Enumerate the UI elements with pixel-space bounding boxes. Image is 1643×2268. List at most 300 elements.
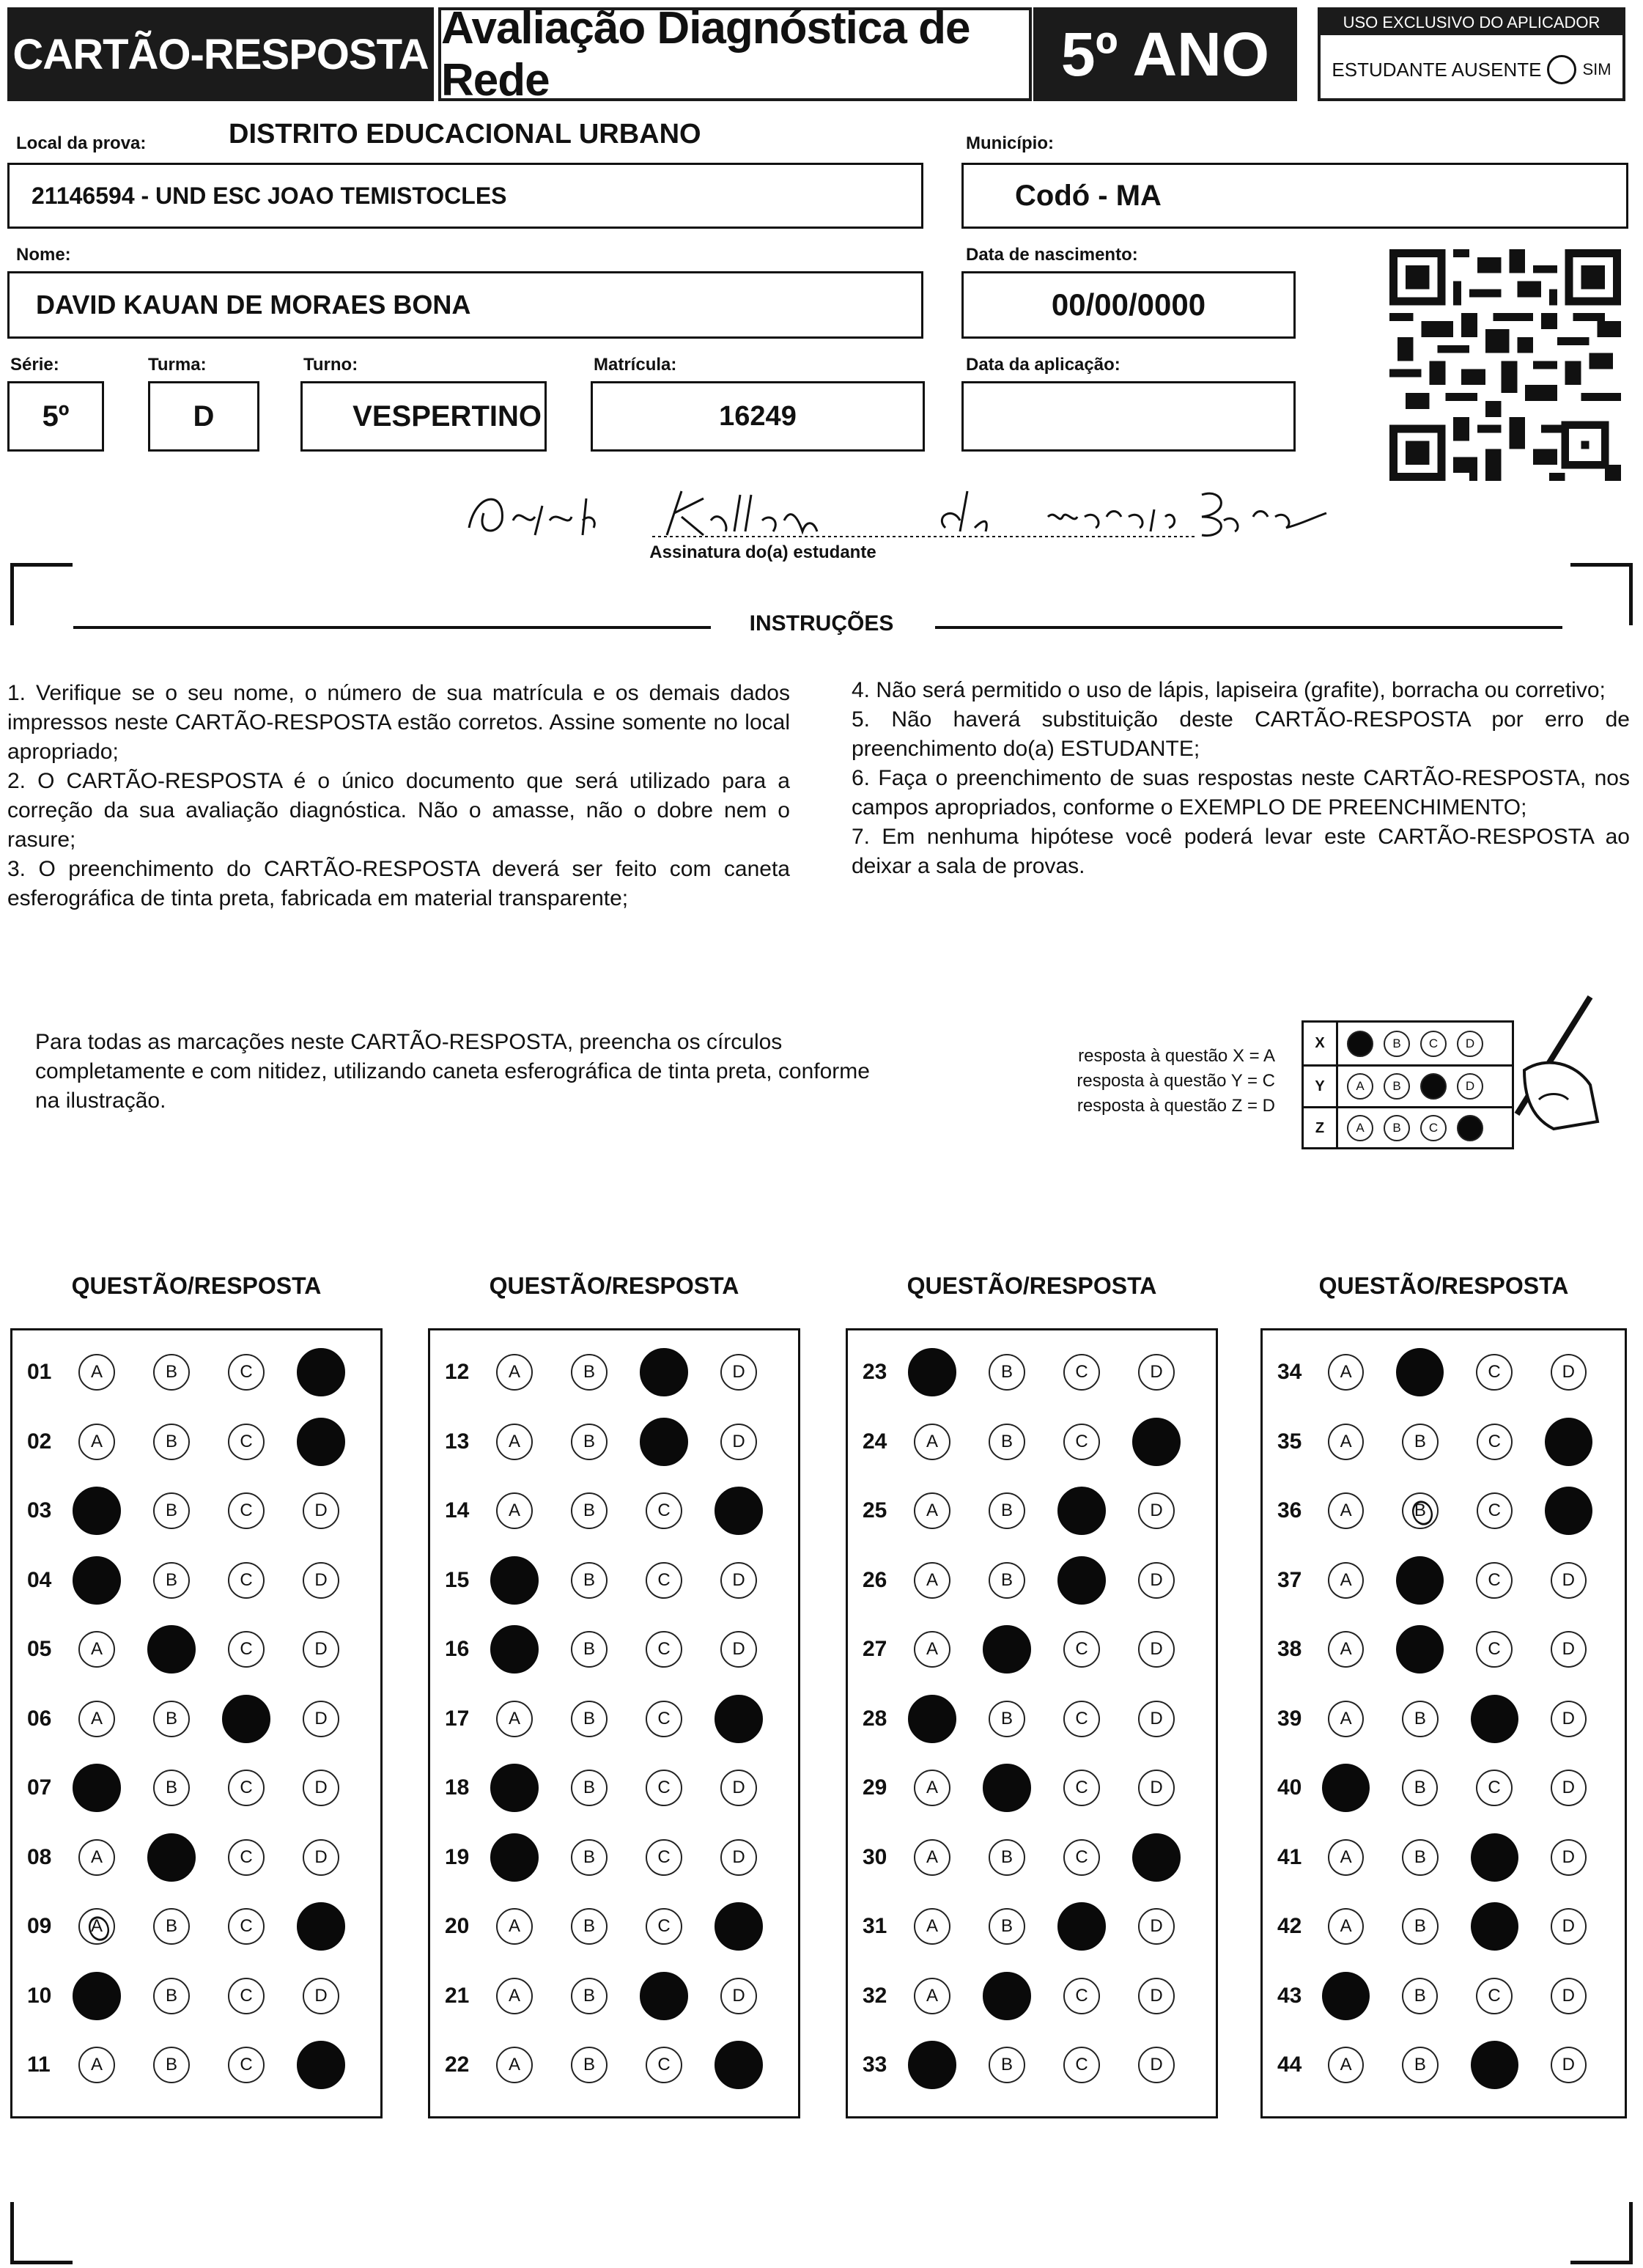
- answer-bubble-a[interactable]: A: [914, 1770, 950, 1806]
- question-number: 01: [27, 1360, 52, 1384]
- answer-bubble-b[interactable]: B: [1402, 1978, 1438, 2014]
- question-number: 31: [863, 1914, 887, 1938]
- answer-bubble-c[interactable]: C: [1476, 1354, 1512, 1391]
- question-row: [1263, 1546, 1625, 1615]
- answer-bubble-d[interactable]: D: [720, 1424, 757, 1460]
- answer-bubble-b[interactable]: B: [1402, 1701, 1438, 1737]
- answer-bubble-c[interactable]: C: [646, 1770, 682, 1806]
- answer-bubble-c[interactable]: C: [646, 1492, 682, 1529]
- question-number: 04: [27, 1567, 52, 1592]
- answer-bubble-c[interactable]: C: [1063, 2047, 1100, 2083]
- question-row: [848, 1823, 1216, 1892]
- question-number: 03: [27, 1498, 52, 1523]
- answer-column-title: QUESTÃO/RESPOSTA: [1318, 1273, 1569, 1299]
- serie-label: Série:: [10, 355, 59, 375]
- question-row: [1263, 1823, 1625, 1892]
- ausente-checkbox[interactable]: [1547, 55, 1576, 84]
- question-row: [848, 1892, 1216, 1961]
- answer-column: [428, 1328, 800, 2118]
- question-row: [12, 1892, 380, 1961]
- header-subtitle: Avaliação Diagnóstica de Rede: [438, 7, 1032, 101]
- question-number: 05: [27, 1637, 52, 1661]
- question-number: 27: [863, 1637, 887, 1661]
- answer-bubble-filled[interactable]: [297, 2041, 345, 2089]
- question-number: 42: [1277, 1914, 1302, 1938]
- turma-field: D: [148, 381, 259, 452]
- answer-bubble-a[interactable]: A: [78, 1839, 115, 1876]
- answer-bubble-d[interactable]: D: [1551, 1770, 1587, 1806]
- sim-label: SIM: [1582, 60, 1611, 78]
- answer-bubble-filled[interactable]: [490, 1764, 539, 1812]
- answer-bubble-filled[interactable]: [640, 1348, 688, 1396]
- answer-bubble-b[interactable]: B: [989, 1839, 1025, 1876]
- answer-bubble-filled[interactable]: [297, 1902, 345, 1951]
- answer-bubble-filled[interactable]: [1057, 1487, 1106, 1535]
- answer-bubble-filled[interactable]: [1396, 1625, 1444, 1674]
- answer-bubble-c[interactable]: C: [646, 1908, 682, 1945]
- answer-bubble-filled[interactable]: [147, 1833, 196, 1882]
- answer-bubble-filled[interactable]: [1396, 1556, 1444, 1605]
- answer-bubble-filled[interactable]: [1132, 1833, 1181, 1882]
- answer-bubble-filled[interactable]: [1132, 1418, 1181, 1466]
- question-number: 41: [1277, 1844, 1302, 1869]
- answer-bubble-a[interactable]: A: [1328, 1631, 1364, 1668]
- answer-bubble-a[interactable]: A: [914, 1631, 950, 1668]
- turno-field: VESPERTINO: [300, 381, 547, 452]
- answer-bubble-d[interactable]: D: [1138, 1562, 1175, 1599]
- answer-bubble-d[interactable]: D: [1138, 1770, 1175, 1806]
- example-bubble-filled: [1457, 1115, 1483, 1141]
- answer-bubble-c[interactable]: C: [228, 1631, 265, 1668]
- fill-note: Para todas as marcações neste CARTÃO-RESPOSTA, preencha os círculos completamente e com nitidez, utilizando caneta esferográfica de tinta preta, conforme na ilustração.: [35, 1030, 870, 1113]
- answer-bubble-b[interactable]: B: [571, 1839, 608, 1876]
- example-row-label: Y: [1304, 1067, 1338, 1106]
- answer-bubble-c[interactable]: C: [1477, 1424, 1513, 1460]
- answer-bubble-a[interactable]: A: [914, 1424, 950, 1460]
- answer-bubble-c[interactable]: C: [646, 1631, 682, 1668]
- answer-bubble-a[interactable]: A: [78, 1908, 115, 1945]
- answer-bubble-b[interactable]: B: [153, 2047, 190, 2083]
- question-number: 32: [863, 1983, 887, 2008]
- answer-bubble-d[interactable]: D: [1551, 1701, 1587, 1737]
- example-bubble: B: [1384, 1115, 1410, 1141]
- answer-bubble-filled[interactable]: [490, 1625, 539, 1674]
- answer-bubble-a[interactable]: A: [914, 1562, 950, 1599]
- answer-bubble-d[interactable]: D: [1138, 1908, 1175, 1945]
- signature-drawing: [462, 476, 1356, 550]
- answer-bubble-filled[interactable]: [715, 1487, 763, 1535]
- question-number: 17: [445, 1706, 470, 1731]
- answer-bubble-filled[interactable]: [1471, 1902, 1518, 1951]
- example-row-label: X: [1304, 1023, 1338, 1064]
- answer-bubble-b[interactable]: B: [989, 1908, 1025, 1945]
- question-number: 18: [445, 1775, 470, 1800]
- answer-bubble-c[interactable]: C: [228, 1839, 265, 1876]
- answer-bubble-filled[interactable]: [908, 1695, 956, 1743]
- answer-bubble-filled[interactable]: [1545, 1487, 1592, 1535]
- nascimento-field: 00/00/0000: [961, 271, 1296, 339]
- nome-field: DAVID KAUAN DE MORAES BONA: [7, 271, 923, 339]
- answer-bubble-filled[interactable]: [490, 1833, 539, 1882]
- answer-bubble-b[interactable]: B: [153, 1701, 190, 1737]
- question-number: 02: [27, 1429, 52, 1454]
- question-row: [430, 2030, 798, 2099]
- question-number: 37: [1277, 1567, 1302, 1592]
- answer-bubble-filled[interactable]: [640, 1972, 688, 2020]
- answer-bubble-d[interactable]: D: [303, 1770, 339, 1806]
- answer-bubble-a[interactable]: A: [1328, 1839, 1364, 1876]
- answer-bubble-filled[interactable]: [222, 1695, 270, 1743]
- example-bubble: B: [1384, 1073, 1410, 1100]
- question-number: 29: [863, 1775, 887, 1800]
- ausente-row: [1321, 44, 1622, 95]
- question-row: [430, 1407, 798, 1476]
- answer-bubble-filled[interactable]: [147, 1625, 196, 1674]
- example-row: [1304, 1064, 1512, 1106]
- answer-bubble-a[interactable]: A: [1328, 1701, 1364, 1737]
- answer-bubble-d[interactable]: D: [303, 1839, 339, 1876]
- answer-bubble-b[interactable]: B: [989, 1492, 1025, 1529]
- answer-bubble-c[interactable]: C: [646, 1701, 682, 1737]
- signature-label: Assinatura do(a) estudante: [649, 542, 876, 562]
- question-row: [1263, 1615, 1625, 1684]
- answer-bubble-c[interactable]: C: [646, 1562, 682, 1599]
- answer-bubble-a[interactable]: A: [914, 1978, 950, 2014]
- answer-bubble-d[interactable]: D: [720, 1770, 757, 1806]
- answer-bubble-filled[interactable]: [715, 2041, 763, 2089]
- answer-bubble-c[interactable]: C: [1063, 1701, 1100, 1737]
- instruction-item: 1. Verifique se o seu nome, o número de sua matrícula e os demais dados impressos neste CARTÃO-RESPOSTA estão corretos. Assine somente no local apropriado;: [7, 681, 790, 764]
- instruction-item: 2. O CARTÃO-RESPOSTA é o único documento que será utilizado para a correção da sua avaliação diagnóstica. Não o amasse, não o dobre nem o rasure;: [7, 769, 790, 852]
- answer-bubble-filled[interactable]: [1471, 1695, 1518, 1743]
- question-row: [12, 1823, 380, 1892]
- question-row: [430, 1962, 798, 2030]
- answer-bubble-b[interactable]: B: [1402, 2047, 1438, 2083]
- local-label: Local da prova:: [16, 133, 147, 153]
- answer-bubble-b[interactable]: B: [1402, 1492, 1438, 1529]
- answer-bubble-d[interactable]: D: [1551, 2047, 1587, 2083]
- example-labels: [989, 1044, 1275, 1119]
- question-row: [430, 1615, 798, 1684]
- answer-bubble-filled[interactable]: [715, 1695, 763, 1743]
- answer-bubble-c[interactable]: C: [1476, 1978, 1512, 2014]
- answer-column: [846, 1328, 1218, 2118]
- answer-bubble-b[interactable]: B: [571, 1631, 608, 1668]
- answer-bubble-c[interactable]: C: [1063, 1770, 1100, 1806]
- answer-bubble-c[interactable]: C: [1477, 1492, 1513, 1529]
- answer-bubble-a[interactable]: A: [78, 1424, 115, 1460]
- answer-bubble-c[interactable]: C: [228, 1492, 265, 1529]
- answer-bubble-d[interactable]: D: [720, 1839, 757, 1876]
- question-number: 30: [863, 1844, 887, 1869]
- question-number: 08: [27, 1844, 52, 1869]
- question-row: [12, 1962, 380, 2030]
- answer-bubble-d[interactable]: D: [303, 1978, 339, 2014]
- answer-bubble-b[interactable]: B: [153, 1562, 190, 1599]
- answer-bubble-filled[interactable]: [73, 1556, 121, 1605]
- example-row-label: Z: [1304, 1108, 1338, 1148]
- turma-label: Turma:: [148, 355, 207, 375]
- answer-bubble-b[interactable]: B: [989, 1354, 1025, 1391]
- answer-bubble-filled[interactable]: [1471, 2041, 1518, 2089]
- question-row: [848, 1615, 1216, 1684]
- answer-bubble-filled[interactable]: [1471, 1833, 1518, 1882]
- answer-bubble-filled[interactable]: [490, 1556, 539, 1605]
- answer-bubble-filled[interactable]: [297, 1418, 345, 1466]
- instruction-item: 5. Não haverá substituição deste CARTÃO-RESPOSTA por erro de preenchimento do(a) ESTUDANTE;: [852, 707, 1630, 761]
- answer-bubble-a[interactable]: A: [78, 1631, 115, 1668]
- question-number: 43: [1277, 1983, 1302, 2008]
- answer-bubble-filled[interactable]: [908, 2041, 956, 2089]
- answer-bubble-filled[interactable]: [715, 1902, 763, 1951]
- example-bubble-filled: [1420, 1073, 1447, 1100]
- answer-bubble-b[interactable]: B: [989, 1562, 1025, 1599]
- answer-bubble-c[interactable]: C: [1063, 1839, 1100, 1876]
- example-row: [1304, 1106, 1512, 1148]
- answer-bubble-b[interactable]: B: [153, 1978, 190, 2014]
- question-number: 16: [445, 1637, 470, 1661]
- answer-bubble-a[interactable]: A: [914, 1908, 950, 1945]
- answer-bubble-d[interactable]: D: [1138, 1354, 1175, 1391]
- answer-bubble-b[interactable]: B: [989, 2047, 1025, 2083]
- answer-bubble-d[interactable]: D: [1551, 1562, 1587, 1599]
- instruction-item: 4. Não será permitido o uso de lápis, lapiseira (grafite), borracha ou corretivo;: [852, 678, 1606, 702]
- question-number: 14: [445, 1498, 470, 1523]
- question-row: [430, 1546, 798, 1615]
- answer-bubble-c[interactable]: C: [1476, 1770, 1512, 1806]
- aplicador-label: USO EXCLUSIVO DO APLICADOR: [1321, 10, 1622, 35]
- question-row: [848, 1962, 1216, 2030]
- answer-bubble-a[interactable]: A: [1328, 1562, 1364, 1599]
- question-row: [430, 1476, 798, 1545]
- answer-bubble-b[interactable]: B: [153, 1908, 190, 1945]
- question-row: [1263, 1407, 1625, 1476]
- answer-bubble-d[interactable]: D: [1551, 1354, 1587, 1391]
- matricula-field: 16249: [591, 381, 925, 452]
- example-grid: [1302, 1020, 1514, 1149]
- answer-bubble-d[interactable]: D: [1138, 1631, 1175, 1668]
- answer-bubble-a[interactable]: A: [496, 2047, 533, 2083]
- example-bubble: A: [1347, 1115, 1373, 1141]
- answer-bubble-b[interactable]: B: [571, 1424, 608, 1460]
- answer-bubble-a[interactable]: A: [496, 1424, 533, 1460]
- answer-bubble-c[interactable]: C: [1476, 1562, 1512, 1599]
- question-row: [848, 2030, 1216, 2099]
- question-number: 44: [1277, 2052, 1302, 2077]
- answer-bubble-a[interactable]: A: [78, 1701, 115, 1737]
- answer-bubble-filled[interactable]: [908, 1348, 956, 1396]
- example-label: resposta à questão X = A: [1078, 1046, 1275, 1066]
- question-number: 12: [445, 1360, 470, 1384]
- answer-bubble-c[interactable]: C: [228, 1978, 265, 2014]
- answer-bubble-d[interactable]: D: [303, 1492, 339, 1529]
- answer-bubble-c[interactable]: C: [228, 1354, 265, 1391]
- example-label: resposta à questão Y = C: [1077, 1071, 1275, 1091]
- answer-bubble-a[interactable]: A: [496, 1908, 533, 1945]
- answer-bubble-d[interactable]: D: [303, 1631, 339, 1668]
- question-row: [12, 1615, 380, 1684]
- answer-bubble-a[interactable]: A: [78, 2047, 115, 2083]
- question-row: [848, 1407, 1216, 1476]
- question-number: 22: [445, 2052, 470, 2077]
- example-row: [1304, 1023, 1512, 1064]
- local-field: 21146594 - UND ESC JOAO TEMISTOCLES: [7, 163, 923, 229]
- answer-bubble-c[interactable]: C: [228, 1562, 265, 1599]
- answer-bubble-b[interactable]: B: [571, 1770, 608, 1806]
- answer-bubble-c[interactable]: C: [228, 2047, 265, 2083]
- answer-bubble-filled[interactable]: [1057, 1902, 1106, 1951]
- answer-bubble-c[interactable]: C: [228, 1770, 265, 1806]
- question-row: [12, 2030, 380, 2099]
- question-row: [430, 1685, 798, 1753]
- question-number: 26: [863, 1567, 887, 1592]
- answer-bubble-c[interactable]: C: [1063, 1354, 1100, 1391]
- answer-bubble-c[interactable]: C: [1063, 1424, 1100, 1460]
- answer-bubble-b[interactable]: B: [989, 1424, 1025, 1460]
- nascimento-label: Data de nascimento:: [966, 245, 1138, 265]
- answer-bubble-d[interactable]: D: [1551, 1978, 1587, 2014]
- question-number: 25: [863, 1498, 887, 1523]
- answer-bubble-filled[interactable]: [1545, 1418, 1592, 1466]
- answer-bubble-a[interactable]: A: [496, 1354, 533, 1391]
- answer-bubble-b[interactable]: B: [571, 1908, 608, 1945]
- answer-bubble-d[interactable]: D: [1138, 1701, 1175, 1737]
- answer-bubble-filled[interactable]: [983, 1764, 1031, 1812]
- answer-bubble-filled[interactable]: [1396, 1348, 1444, 1396]
- answer-bubble-d[interactable]: D: [1551, 1631, 1587, 1668]
- answer-bubble-filled[interactable]: [1057, 1556, 1106, 1605]
- question-number: 19: [445, 1844, 470, 1869]
- answer-bubble-d[interactable]: D: [303, 1562, 339, 1599]
- example-bubble-filled: [1347, 1031, 1373, 1057]
- answer-bubble-d[interactable]: D: [303, 1701, 339, 1737]
- answer-bubble-b[interactable]: B: [1402, 1424, 1438, 1460]
- question-number: 35: [1277, 1429, 1302, 1454]
- instruction-item: 7. Em nenhuma hipótese você poderá levar este CARTÃO-RESPOSTA ao deixar a sala de provas.: [852, 825, 1630, 878]
- corner-mark: [1570, 2202, 1633, 2264]
- turno-label: Turno:: [303, 355, 358, 375]
- answer-bubble-a[interactable]: A: [1328, 2047, 1364, 2083]
- question-number: 23: [863, 1360, 887, 1384]
- answer-bubble-b[interactable]: B: [571, 1562, 608, 1599]
- answer-bubble-c[interactable]: C: [646, 1839, 682, 1876]
- aplicacao-label: Data da aplicação:: [966, 355, 1120, 375]
- answer-bubble-c[interactable]: C: [1063, 1631, 1100, 1668]
- answer-bubble-d[interactable]: D: [720, 1354, 757, 1391]
- answer-bubble-filled[interactable]: [1322, 1972, 1370, 2020]
- aplicador-box: [1318, 7, 1625, 101]
- question-row: [1263, 1338, 1625, 1407]
- question-number: 10: [27, 1983, 52, 2008]
- answer-bubble-c[interactable]: C: [1476, 1631, 1512, 1668]
- question-row: [848, 1546, 1216, 1615]
- answer-bubble-b[interactable]: B: [1402, 1908, 1438, 1945]
- question-number: 33: [863, 2052, 887, 2077]
- question-number: 40: [1277, 1775, 1302, 1800]
- answer-column: [10, 1328, 383, 2118]
- answer-bubble-filled[interactable]: [640, 1418, 688, 1466]
- answer-bubble-b[interactable]: B: [571, 1492, 608, 1529]
- answer-bubble-a[interactable]: A: [914, 1492, 950, 1529]
- example-label: resposta à questão Z = D: [1077, 1096, 1275, 1116]
- answer-bubble-a[interactable]: A: [1328, 1424, 1364, 1460]
- answer-bubble-filled[interactable]: [1322, 1764, 1370, 1812]
- answer-bubble-b[interactable]: B: [153, 1770, 190, 1806]
- answer-bubble-a[interactable]: A: [496, 1701, 533, 1737]
- answer-bubble-a[interactable]: A: [78, 1354, 115, 1391]
- qr-code: [1389, 249, 1621, 481]
- answer-bubble-filled[interactable]: [983, 1625, 1031, 1674]
- question-number: 20: [445, 1914, 470, 1938]
- question-row: [12, 1685, 380, 1753]
- answer-bubble-d[interactable]: D: [1138, 2047, 1175, 2083]
- question-number: 34: [1277, 1360, 1302, 1384]
- answer-column: [1260, 1328, 1627, 2118]
- answer-bubble-a[interactable]: A: [496, 1978, 533, 2014]
- question-number: 21: [445, 1983, 470, 2008]
- answer-bubble-d[interactable]: D: [720, 1631, 757, 1668]
- question-row: [12, 1338, 380, 1407]
- answer-bubble-b[interactable]: B: [571, 1978, 608, 2014]
- answer-bubble-d[interactable]: D: [1551, 1839, 1587, 1876]
- answer-bubble-filled[interactable]: [297, 1348, 345, 1396]
- answer-bubble-filled[interactable]: [73, 1972, 121, 2020]
- answer-bubble-a[interactable]: A: [914, 1839, 950, 1876]
- pen-hand-icon: [1495, 990, 1605, 1136]
- answer-bubble-d[interactable]: D: [720, 1562, 757, 1599]
- answer-bubble-b[interactable]: B: [153, 1424, 190, 1460]
- answer-bubble-a[interactable]: A: [1328, 1492, 1364, 1529]
- question-row: [848, 1753, 1216, 1822]
- answer-bubble-b[interactable]: B: [153, 1354, 190, 1391]
- answer-bubble-b[interactable]: B: [571, 2047, 608, 2083]
- answer-bubble-c[interactable]: C: [646, 2047, 682, 2083]
- answer-bubble-d[interactable]: D: [1138, 1492, 1175, 1529]
- answer-bubble-filled[interactable]: [73, 1487, 121, 1535]
- question-number: 28: [863, 1706, 887, 1731]
- question-number: 36: [1277, 1498, 1302, 1523]
- answer-bubble-filled[interactable]: [983, 1972, 1031, 2020]
- question-row: [12, 1407, 380, 1476]
- answer-bubble-c[interactable]: C: [228, 1908, 265, 1945]
- answer-bubble-a[interactable]: A: [496, 1492, 533, 1529]
- question-row: [430, 1823, 798, 1892]
- answer-bubble-c[interactable]: C: [1063, 1978, 1100, 2014]
- answer-bubble-d[interactable]: D: [1138, 1978, 1175, 2014]
- answer-bubble-b[interactable]: B: [571, 1354, 608, 1391]
- answer-bubble-c[interactable]: C: [228, 1424, 265, 1460]
- question-row: [1263, 1892, 1625, 1961]
- example-bubble: B: [1384, 1031, 1410, 1057]
- answer-bubble-d[interactable]: D: [720, 1978, 757, 2014]
- question-row: [430, 1338, 798, 1407]
- answer-bubble-b[interactable]: B: [153, 1492, 190, 1529]
- answer-bubble-a[interactable]: A: [1328, 1908, 1364, 1945]
- answer-bubble-filled[interactable]: [73, 1764, 121, 1812]
- header-grade: 5º ANO: [1033, 7, 1297, 101]
- answer-bubble-b[interactable]: B: [1402, 1839, 1438, 1876]
- answer-bubble-a[interactable]: A: [1328, 1354, 1364, 1391]
- question-row: [12, 1753, 380, 1822]
- answer-bubble-d[interactable]: D: [1551, 1908, 1587, 1945]
- answer-bubble-b[interactable]: B: [571, 1701, 608, 1737]
- instructions-left: [7, 679, 790, 913]
- answer-bubble-b[interactable]: B: [1402, 1770, 1438, 1806]
- question-row: [848, 1476, 1216, 1545]
- question-row: [12, 1546, 380, 1615]
- question-number: 07: [27, 1775, 52, 1800]
- answer-bubble-b[interactable]: B: [989, 1701, 1025, 1737]
